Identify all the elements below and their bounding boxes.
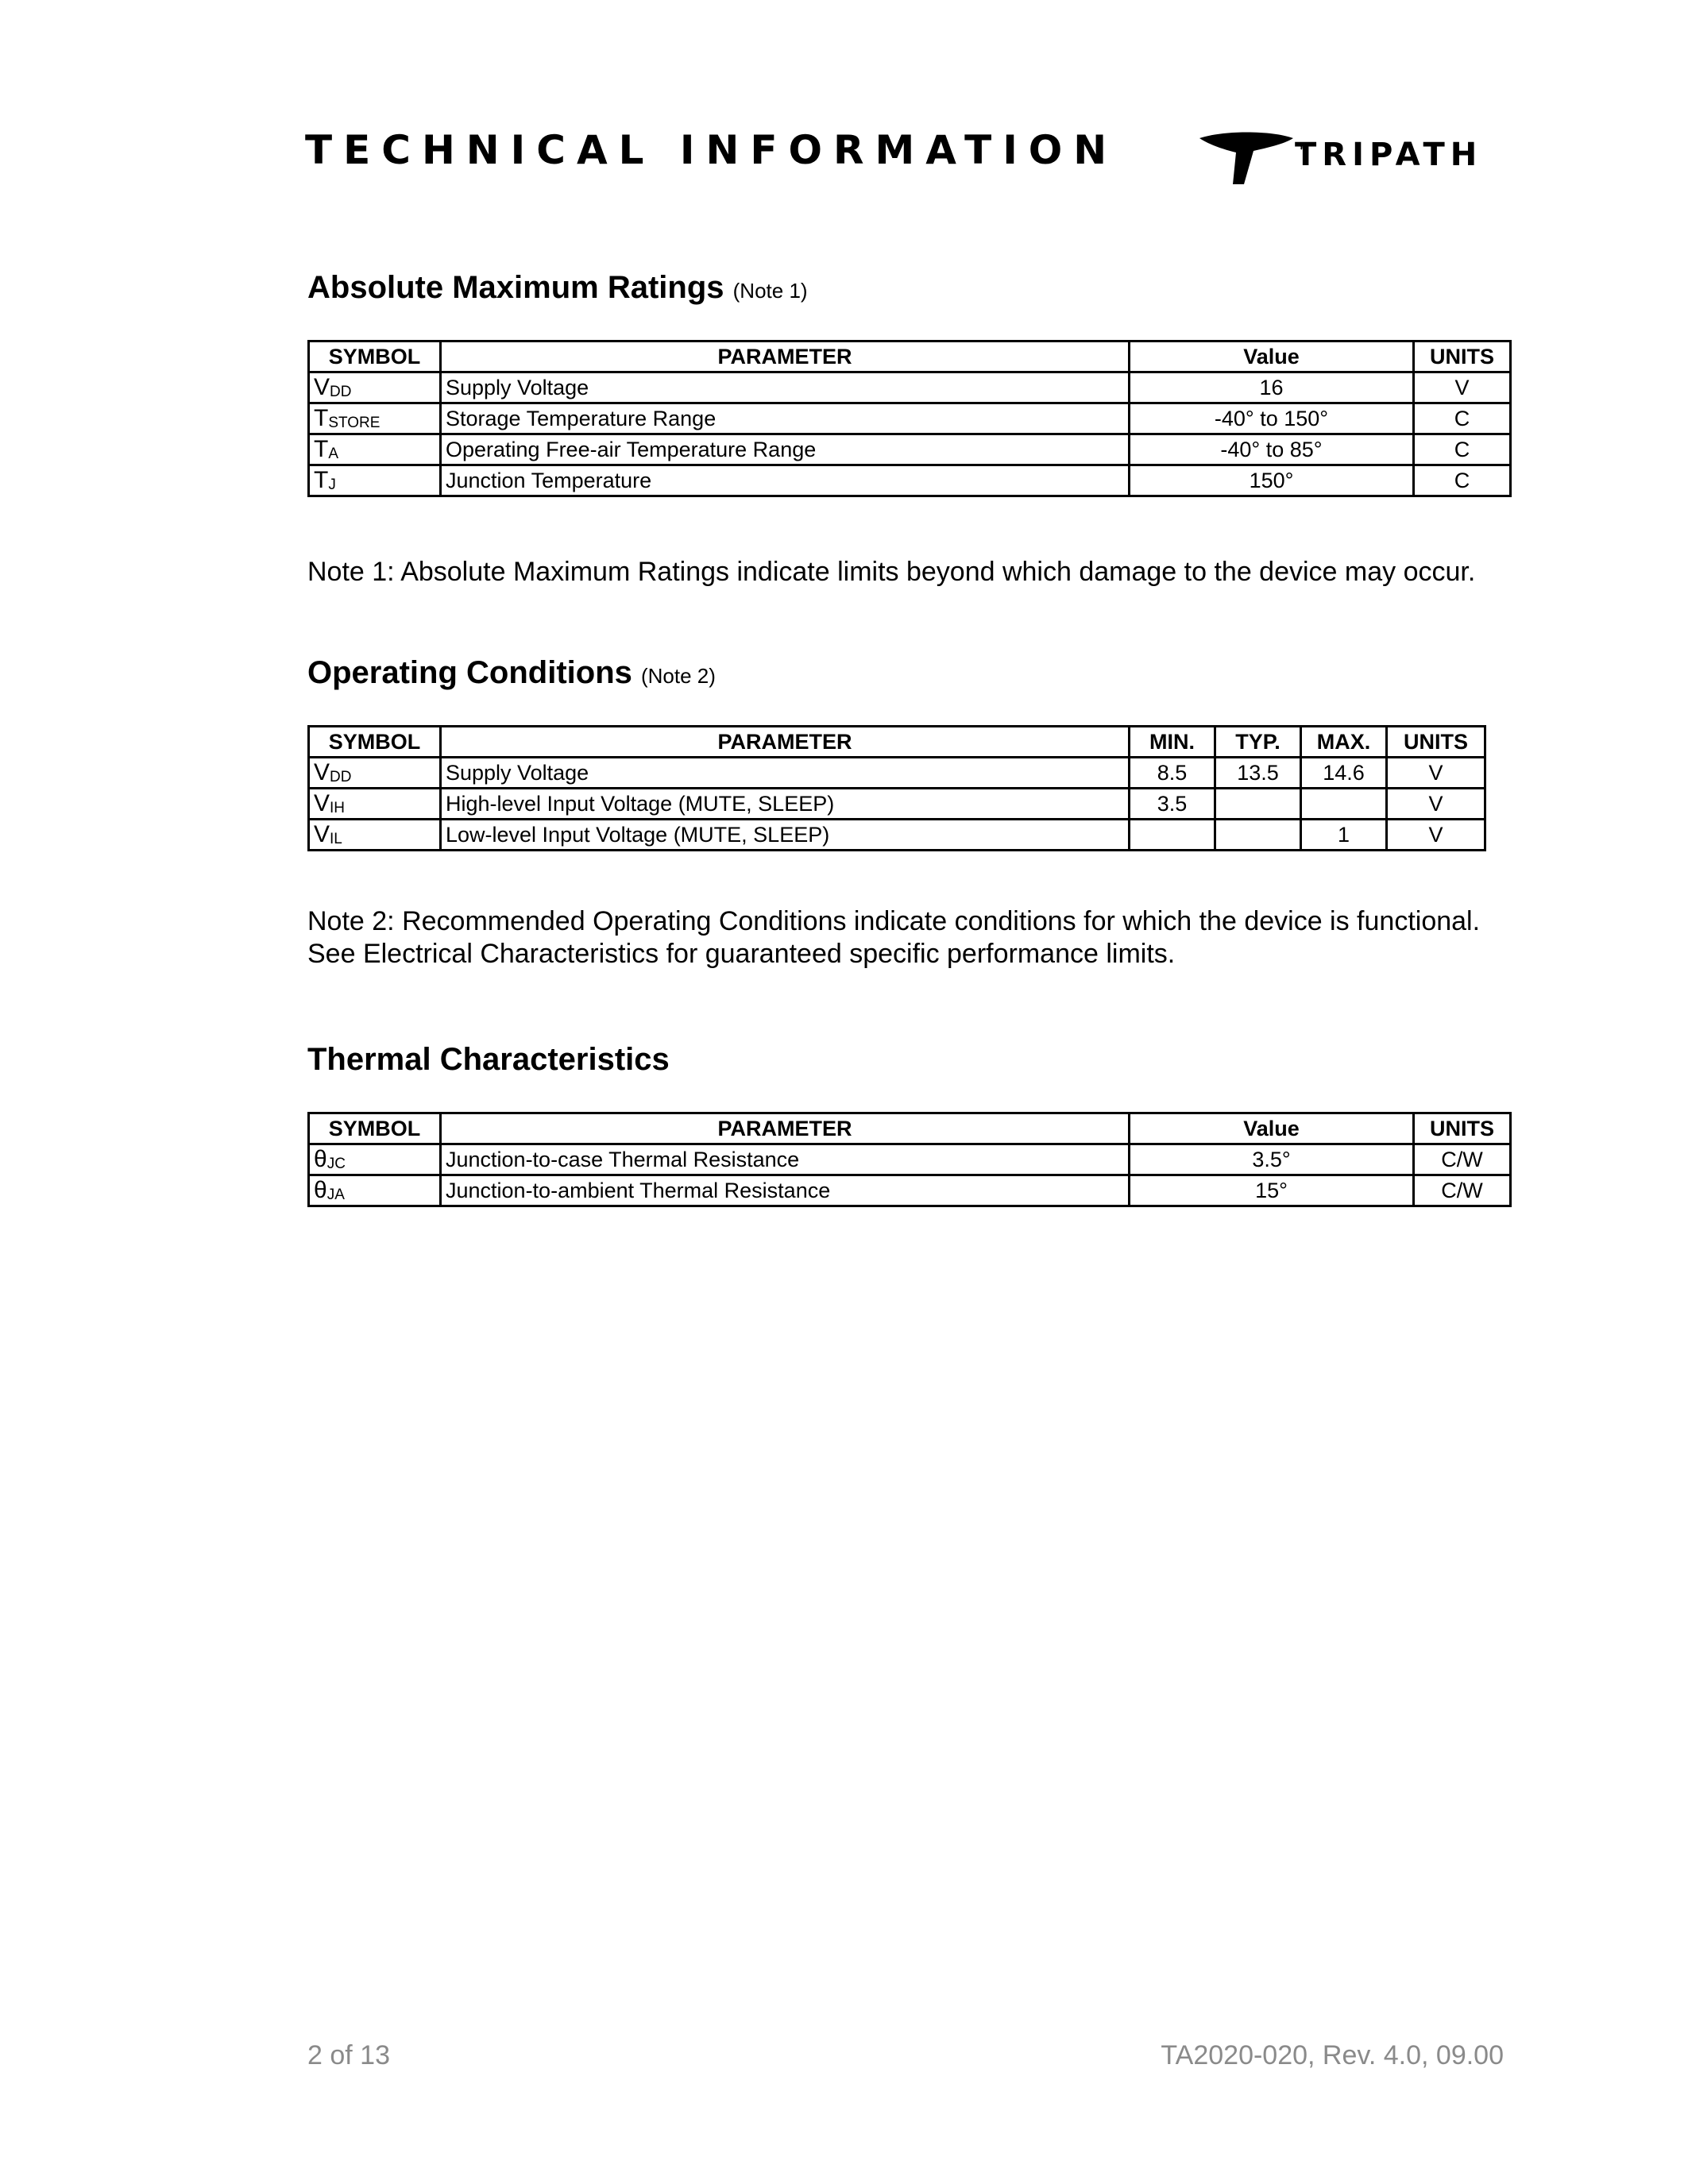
min-cell: 8.5 (1130, 758, 1215, 789)
abs-max-note: Note 1: Absolute Maximum Ratings indicate limits beyond which damage to the device may occur. (307, 557, 1476, 587)
operating-note-line-2: See Electrical Characteristics for guaranteed specific performance limits. (307, 939, 1176, 969)
typ-cell (1215, 789, 1301, 820)
table-header-row (309, 341, 1511, 372)
header-max: MAX. (1301, 727, 1387, 758)
symbol-cell: $V_{IH}$ (309, 789, 441, 820)
symbol-cell: $V_{DD}$ (309, 372, 441, 403)
header-symbol: SYMBOL (309, 727, 441, 758)
symbol-cell: $T_A$ (309, 434, 441, 465)
value-cell: -40° to 85° (1130, 434, 1414, 465)
units-cell: V (1387, 789, 1485, 820)
value-cell: 16 (1130, 372, 1414, 403)
table-row (309, 789, 1485, 820)
typ-cell: 13.5 (1215, 758, 1301, 789)
parameter-cell: Low-level Input Voltage (MUTE, SLEEP) (441, 820, 1130, 851)
thermal-heading: Thermal Characteristics (307, 1042, 670, 1077)
header-symbol: SYMBOL (309, 1113, 441, 1144)
parameter-cell: High-level Input Voltage (MUTE, SLEEP) (441, 789, 1130, 820)
thermal-table (307, 1112, 1512, 1207)
abs-max-note-ref: (Note 1) (732, 279, 808, 303)
table-row (309, 465, 1511, 496)
units-cell: V (1387, 820, 1485, 851)
symbol-cell: $V_{IL}$ (309, 820, 441, 851)
header-parameter: PARAMETER (441, 341, 1130, 372)
value-cell: -40° to 150° (1130, 403, 1414, 434)
operating-title (307, 655, 716, 691)
header-units: UNITS (1387, 727, 1485, 758)
header-value: Value (1130, 1113, 1414, 1144)
abs-max-table (307, 340, 1512, 497)
abs-max-title (307, 270, 808, 306)
table-row (309, 403, 1511, 434)
max-cell: 14.6 (1301, 758, 1387, 789)
value-cell: 150° (1130, 465, 1414, 496)
symbol-cell: $T_J$ (309, 465, 441, 496)
units-cell: V (1387, 758, 1485, 789)
operating-note (307, 905, 1480, 970)
units-cell: C (1414, 465, 1511, 496)
max-cell: 1 (1301, 820, 1387, 851)
page-number: 2 of 13 (307, 2040, 390, 2070)
table-header-row (309, 1113, 1511, 1144)
parameter-cell: Junction-to-case Thermal Resistance (441, 1144, 1130, 1175)
symbol-cell: $T_{STORE}$ (309, 403, 441, 434)
parameter-cell: Storage Temperature Range (441, 403, 1130, 434)
document-header-title: TECHNICAL INFORMATION (305, 127, 1118, 173)
parameter-cell: Junction-to-ambient Thermal Resistance (441, 1175, 1130, 1206)
abs-max-heading: Absolute Maximum Ratings (307, 270, 724, 305)
tripath-logo-text: TRIPATH (1295, 137, 1483, 173)
typ-cell (1215, 820, 1301, 851)
units-cell: C/W (1414, 1144, 1511, 1175)
header-value: Value (1130, 341, 1414, 372)
table-row (309, 372, 1511, 403)
header-parameter: PARAMETER (441, 727, 1130, 758)
symbol-cell: $\theta_{JC}$ (309, 1144, 441, 1175)
max-cell (1301, 789, 1387, 820)
header-units: UNITS (1414, 341, 1511, 372)
parameter-cell: Operating Free-air Temperature Range (441, 434, 1130, 465)
header-typ: TYP. (1215, 727, 1301, 758)
table-row (309, 820, 1485, 851)
operating-note-line-1: Note 2: Recommended Operating Conditions indicate conditions for which the device is functional. (307, 906, 1481, 936)
min-cell: 3.5 (1130, 789, 1215, 820)
symbol-cell: $V_{DD}$ (309, 758, 441, 789)
header-parameter: PARAMETER (441, 1113, 1130, 1144)
table-header-row (309, 727, 1485, 758)
thermal-title (307, 1042, 670, 1078)
symbol-cell: $\theta_{JA}$ (309, 1175, 441, 1206)
operating-table (307, 725, 1486, 851)
header-symbol: SYMBOL (309, 341, 441, 372)
parameter-cell: Supply Voltage (441, 372, 1130, 403)
table-row (309, 1175, 1511, 1206)
value-cell: 3.5° (1130, 1144, 1414, 1175)
operating-heading: Operating Conditions (307, 655, 632, 690)
header-units: UNITS (1414, 1113, 1511, 1144)
units-cell: V (1414, 372, 1511, 403)
units-cell: C (1414, 403, 1511, 434)
parameter-cell: Junction Temperature (441, 465, 1130, 496)
units-cell: C/W (1414, 1175, 1511, 1206)
table-row (309, 1144, 1511, 1175)
units-cell: C (1414, 434, 1511, 465)
table-row (309, 758, 1485, 789)
parameter-cell: Supply Voltage (441, 758, 1130, 789)
table-row (309, 434, 1511, 465)
value-cell: 15° (1130, 1175, 1414, 1206)
header-min: MIN. (1130, 727, 1215, 758)
document-id: TA2020-020, Rev. 4.0, 09.00 (1161, 2040, 1504, 2070)
min-cell (1130, 820, 1215, 851)
operating-note-ref: (Note 2) (641, 664, 716, 688)
